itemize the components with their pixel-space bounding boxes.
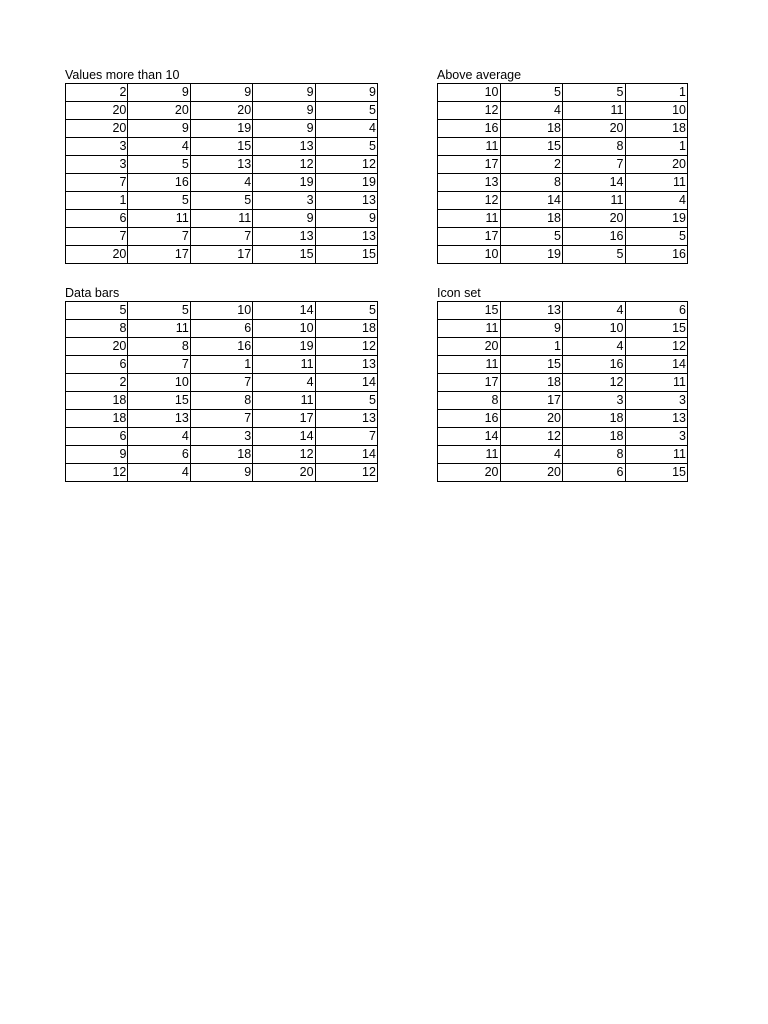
table-row [438, 228, 688, 246]
table-cell: 13 [315, 356, 377, 374]
table-cell: 16 [625, 246, 688, 264]
table-cell: 3 [253, 192, 315, 210]
table-row [66, 120, 378, 138]
table-cell: 18 [190, 446, 252, 464]
table-cell: 11 [253, 356, 315, 374]
table-cell: 4 [128, 428, 190, 446]
table-row [66, 192, 378, 210]
table-row [66, 356, 378, 374]
table-cell: 15 [625, 464, 688, 482]
table-row [66, 410, 378, 428]
table-cell: 14 [500, 192, 563, 210]
table-cell: 17 [190, 246, 252, 264]
table-cell: 20 [66, 338, 128, 356]
table-cell: 1 [190, 356, 252, 374]
table-cell: 6 [625, 302, 688, 320]
table-cell: 11 [563, 102, 626, 120]
table-cell: 7 [190, 410, 252, 428]
table-cell: 9 [253, 84, 315, 102]
table-cell: 14 [253, 302, 315, 320]
table-cell: 13 [438, 174, 501, 192]
icon-set-block [437, 285, 688, 482]
table-cell: 8 [190, 392, 252, 410]
table-cell: 9 [315, 84, 377, 102]
table-cell: 20 [66, 102, 128, 120]
table-cell: 4 [253, 374, 315, 392]
table-cell: 11 [625, 374, 688, 392]
table-cell: 7 [315, 428, 377, 446]
table-cell: 13 [315, 228, 377, 246]
table-cell: 9 [500, 320, 563, 338]
table-cell: 5 [625, 228, 688, 246]
table-cell: 11 [128, 320, 190, 338]
table-cell: 15 [190, 138, 252, 156]
table-cell: 3 [190, 428, 252, 446]
table-cell: 1 [625, 138, 688, 156]
above-average-block [437, 67, 688, 264]
table-cell: 18 [66, 410, 128, 428]
table-cell: 4 [500, 102, 563, 120]
table-cell: 18 [500, 210, 563, 228]
table-cell: 5 [315, 102, 377, 120]
table-cell: 16 [438, 120, 501, 138]
table-cell: 13 [315, 192, 377, 210]
table-cell: 11 [438, 446, 501, 464]
table-cell: 20 [66, 246, 128, 264]
table-cell: 4 [315, 120, 377, 138]
table-cell: 18 [500, 120, 563, 138]
table-cell: 17 [253, 410, 315, 428]
table-cell: 14 [625, 356, 688, 374]
table-cell: 5 [500, 228, 563, 246]
table-cell: 16 [438, 410, 501, 428]
table-cell: 5 [563, 84, 626, 102]
table-cell: 19 [315, 174, 377, 192]
table-cell: 13 [253, 138, 315, 156]
table-row [66, 392, 378, 410]
table-row [438, 302, 688, 320]
table-cell: 9 [253, 120, 315, 138]
table-cell: 4 [563, 338, 626, 356]
table-cell: 18 [563, 410, 626, 428]
table-cell: 12 [315, 464, 377, 482]
table-cell: 3 [66, 138, 128, 156]
table-cell: 14 [253, 428, 315, 446]
table-cell: 6 [563, 464, 626, 482]
table-cell: 6 [66, 428, 128, 446]
table-cell: 3 [66, 156, 128, 174]
table-cell: 10 [625, 102, 688, 120]
data-bars-table [65, 301, 378, 482]
table-cell: 20 [625, 156, 688, 174]
table-cell: 16 [563, 356, 626, 374]
table-cell: 8 [438, 392, 501, 410]
table-row [66, 138, 378, 156]
table-cell: 5 [128, 302, 190, 320]
table-cell: 5 [563, 246, 626, 264]
table-cell: 20 [190, 102, 252, 120]
table-row [66, 428, 378, 446]
table-row [66, 210, 378, 228]
table-cell: 9 [128, 84, 190, 102]
table-cell: 3 [625, 392, 688, 410]
table-cell: 17 [500, 392, 563, 410]
table-cell: 19 [253, 338, 315, 356]
block-title: Values more than 10 [65, 68, 180, 82]
table-cell: 7 [190, 228, 252, 246]
table-row [438, 138, 688, 156]
table-cell: 14 [438, 428, 501, 446]
table-cell: 19 [190, 120, 252, 138]
table-cell: 5 [500, 84, 563, 102]
table-cell: 10 [438, 84, 501, 102]
table-cell: 8 [500, 174, 563, 192]
table-cell: 6 [128, 446, 190, 464]
block-title: Data bars [65, 286, 120, 300]
block-title: Icon set [437, 286, 481, 300]
table-cell: 9 [315, 210, 377, 228]
table-cell: 14 [315, 446, 377, 464]
table-cell: 10 [128, 374, 190, 392]
table-cell: 15 [128, 392, 190, 410]
table-cell: 4 [625, 192, 688, 210]
table-cell: 8 [563, 446, 626, 464]
table-row [66, 464, 378, 482]
table-cell: 12 [253, 156, 315, 174]
table-cell: 13 [190, 156, 252, 174]
table-row [66, 320, 378, 338]
table-cell: 15 [253, 246, 315, 264]
table-cell: 15 [315, 246, 377, 264]
table-row [438, 102, 688, 120]
table-cell: 5 [315, 138, 377, 156]
table-cell: 18 [625, 120, 688, 138]
icon-set-table [437, 301, 688, 482]
table-cell: 13 [625, 410, 688, 428]
table-row [66, 228, 378, 246]
table-cell: 1 [500, 338, 563, 356]
table-cell: 15 [500, 356, 563, 374]
table-cell: 11 [625, 174, 688, 192]
values-more-than-10-block [65, 67, 378, 264]
table-cell: 16 [563, 228, 626, 246]
table-cell: 20 [66, 120, 128, 138]
table-cell: 20 [563, 120, 626, 138]
table-cell: 20 [253, 464, 315, 482]
table-cell: 12 [500, 428, 563, 446]
table-cell: 20 [500, 410, 563, 428]
table-cell: 17 [438, 374, 501, 392]
table-row [438, 84, 688, 102]
table-cell: 5 [128, 156, 190, 174]
table-row [66, 84, 378, 102]
table-cell: 12 [66, 464, 128, 482]
table-cell: 16 [190, 338, 252, 356]
table-cell: 18 [315, 320, 377, 338]
values-more-than-10-table [65, 83, 378, 264]
table-cell: 20 [438, 338, 501, 356]
table-cell: 3 [625, 428, 688, 446]
table-row [66, 102, 378, 120]
table-row [66, 246, 378, 264]
table-cell: 11 [253, 392, 315, 410]
table-cell: 11 [128, 210, 190, 228]
table-row [66, 156, 378, 174]
table-cell: 1 [625, 84, 688, 102]
table-cell: 7 [563, 156, 626, 174]
table-cell: 11 [625, 446, 688, 464]
table-cell: 13 [315, 410, 377, 428]
table-cell: 3 [563, 392, 626, 410]
table-cell: 7 [66, 228, 128, 246]
table-cell: 9 [253, 210, 315, 228]
block-title: Above average [437, 68, 522, 82]
table-cell: 15 [625, 320, 688, 338]
table-cell: 12 [625, 338, 688, 356]
table-row [438, 174, 688, 192]
table-cell: 9 [128, 120, 190, 138]
table-row [438, 210, 688, 228]
table-cell: 20 [438, 464, 501, 482]
table-row [66, 374, 378, 392]
table-row [438, 410, 688, 428]
table-cell: 12 [438, 102, 501, 120]
table-cell: 13 [128, 410, 190, 428]
table-cell: 9 [190, 464, 252, 482]
table-cell: 7 [190, 374, 252, 392]
table-cell: 9 [66, 446, 128, 464]
table-row [438, 374, 688, 392]
table-cell: 6 [190, 320, 252, 338]
table-cell: 10 [438, 246, 501, 264]
table-row [438, 428, 688, 446]
table-cell: 2 [66, 84, 128, 102]
table-cell: 20 [500, 464, 563, 482]
table-cell: 4 [563, 302, 626, 320]
table-cell: 7 [128, 356, 190, 374]
table-cell: 5 [66, 302, 128, 320]
table-cell: 11 [190, 210, 252, 228]
table-cell: 7 [128, 228, 190, 246]
table-cell: 18 [500, 374, 563, 392]
above-average-table [437, 83, 688, 264]
table-row [438, 246, 688, 264]
table-row [66, 338, 378, 356]
table-cell: 14 [563, 174, 626, 192]
table-row [438, 156, 688, 174]
table-cell: 9 [253, 102, 315, 120]
table-row [438, 392, 688, 410]
table-cell: 13 [500, 302, 563, 320]
table-cell: 13 [253, 228, 315, 246]
table-cell: 12 [253, 446, 315, 464]
table-cell: 20 [128, 102, 190, 120]
table-row [438, 338, 688, 356]
table-cell: 12 [438, 192, 501, 210]
table-cell: 5 [315, 302, 377, 320]
table-cell: 15 [500, 138, 563, 156]
table-cell: 18 [563, 428, 626, 446]
table-row [438, 446, 688, 464]
table-cell: 8 [128, 338, 190, 356]
table-cell: 19 [625, 210, 688, 228]
table-cell: 11 [438, 210, 501, 228]
table-cell: 17 [128, 246, 190, 264]
table-cell: 16 [128, 174, 190, 192]
table-row [66, 446, 378, 464]
table-cell: 11 [563, 192, 626, 210]
table-cell: 15 [438, 302, 501, 320]
table-cell: 5 [128, 192, 190, 210]
table-cell: 6 [66, 210, 128, 228]
table-row [66, 302, 378, 320]
table-cell: 11 [438, 320, 501, 338]
table-row [438, 120, 688, 138]
table-cell: 10 [253, 320, 315, 338]
table-row [438, 356, 688, 374]
table-cell: 19 [500, 246, 563, 264]
table-cell: 4 [500, 446, 563, 464]
table-cell: 12 [315, 338, 377, 356]
table-cell: 5 [190, 192, 252, 210]
table-cell: 12 [563, 374, 626, 392]
table-cell: 18 [66, 392, 128, 410]
table-cell: 11 [438, 138, 501, 156]
table-cell: 7 [66, 174, 128, 192]
table-cell: 8 [563, 138, 626, 156]
table-cell: 2 [66, 374, 128, 392]
table-cell: 14 [315, 374, 377, 392]
table-cell: 10 [190, 302, 252, 320]
table-cell: 4 [128, 464, 190, 482]
table-cell: 8 [66, 320, 128, 338]
table-cell: 11 [438, 356, 501, 374]
table-cell: 10 [563, 320, 626, 338]
table-cell: 20 [563, 210, 626, 228]
table-cell: 4 [190, 174, 252, 192]
table-row [66, 174, 378, 192]
table-cell: 17 [438, 156, 501, 174]
table-cell: 1 [66, 192, 128, 210]
table-cell: 2 [500, 156, 563, 174]
table-cell: 19 [253, 174, 315, 192]
table-cell: 6 [66, 356, 128, 374]
table-cell: 5 [315, 392, 377, 410]
table-row [438, 464, 688, 482]
table-cell: 12 [315, 156, 377, 174]
table-cell: 17 [438, 228, 501, 246]
table-row [438, 192, 688, 210]
data-bars-block [65, 285, 378, 482]
table-row [438, 320, 688, 338]
table-cell: 4 [128, 138, 190, 156]
table-cell: 9 [190, 84, 252, 102]
